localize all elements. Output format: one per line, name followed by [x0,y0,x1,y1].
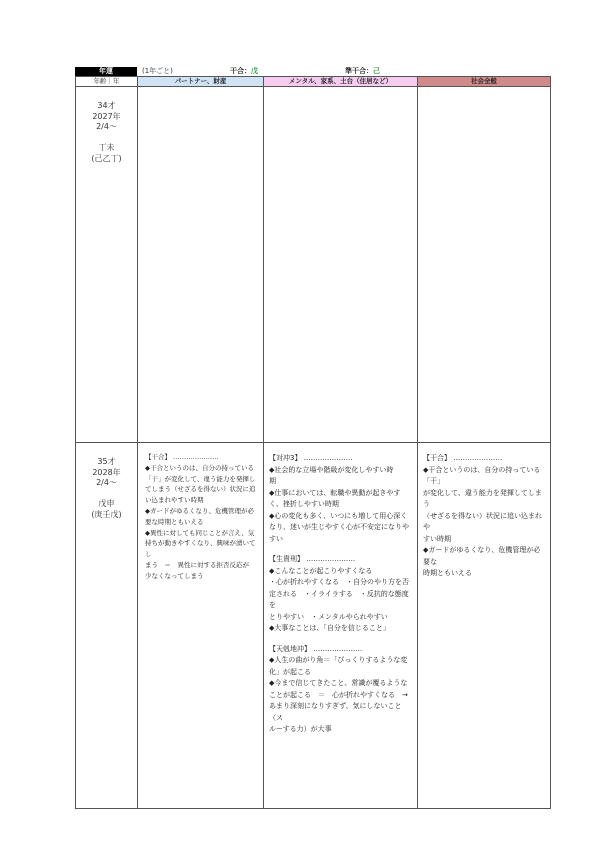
society-cell [418,87,551,443]
sheet-header [75,67,550,76]
col-partner: パートナー、財産 [138,77,264,87]
text-line: ◆今まで信じてきたこと、常識が覆るような [269,679,408,687]
text-line: 持ちが動きやすくなり、興味が湧いてし [145,539,256,559]
text-line: ◆社会的な立場や階級が変化しやすい時 [269,465,394,474]
kangou-label [230,67,258,76]
text-line: 【対冲3】 ………………… [269,454,353,462]
mental-block-tenkoku [269,644,412,736]
age: 35才 [97,457,116,466]
text-line: ◆人生の曲がり角＝「びっくりするような変 [269,656,408,664]
col-society: 社会全般 [418,77,551,87]
age: 34才 [97,101,116,110]
text-line: 【生貴刑】 ………………… [269,555,356,563]
text-line: 期 [269,477,276,485]
column-header-row [76,77,551,87]
text-line: てしまう（せざるを得ない）状況に追 [145,485,256,494]
text-line: なり、迷いが生じやすく心が不安定になりや [269,523,409,531]
col-age-year: 年齢｜年 [76,77,138,87]
kangou-label-text: 干合： [230,67,251,75]
text-line: あまり深刻になりすぎず、気にしないこと（ス [269,702,402,722]
text-line: が変化して、違う能力を発揮してしまう [423,488,542,508]
text-line: 時期ともいえる [423,569,472,577]
text-line: ◆こんなことが起こりやすくなる [269,566,373,575]
kangou-value: 戊 [251,67,258,75]
text-line: く、挫折しやすい時期 [269,500,339,508]
year: 2028年 [92,467,121,477]
text-line: ◆干合というのは、自分の持っている [145,463,254,472]
fortune-table [75,76,551,809]
unit-label: (1年ごと) [142,67,173,75]
start-date: 2/4～ [96,122,117,131]
jun-kangou-label-text: 準干合： [345,67,373,75]
mental-block-taichu [269,453,412,545]
col-mental: メンタル、家系、土台（住居など） [264,77,418,87]
text-line: （せざるを得ない）状況に追い込まれや [423,511,542,531]
text-line: 要な時期ともいえる [145,517,204,526]
start-date: 2/4～ [96,478,117,487]
year-cell [76,443,138,809]
text-line: ◆心の変化も多く、いつにも増して用心深く [269,511,408,520]
text-line: ◆異性に対しても同じことが言え、気 [145,528,255,537]
partner-cell [138,443,264,809]
text-line: 【干合】 ………………… [145,453,219,461]
text-line: ◆仕事においては、転職や異動が起きやす [269,488,401,497]
text-line: 定される ・イライラする ・反抗的な態度を [269,589,409,609]
year: 2027年 [92,111,121,121]
text-line: ことが起こる ＝ 心が折れやすくなる → [269,690,408,699]
text-line: ◆大事なことは、「自分を信じること」 [269,624,390,632]
text-line: ◆干合というのは、自分の持っている「干」 [423,465,541,485]
year-cell [76,87,138,443]
text-line: 「干」が変化して、違う能力を発揮し [145,474,256,483]
society-cell [418,443,551,809]
mental-text [264,443,417,736]
text-line: とりやすい ・メンタルやられやすい [269,612,388,621]
kanshi: 丁未 [98,143,115,152]
text-line: 【天剋地冲】 ………………… [269,644,363,653]
mental-cell [264,443,418,809]
text-line: 化」が起こる [269,667,311,676]
partner-text [138,443,263,582]
text-line: ◆ガードがゆるくなり、危機管理が必 [145,506,254,515]
text-line: 少なくなってしまう [145,571,204,580]
table-row [76,443,551,809]
fortune-sheet [75,67,550,809]
jun-kangou-value: 己 [373,67,380,75]
text-line: すい時期 [423,534,451,543]
text-line: ◆ガードがゆるくなり、危機管理が必要な [423,546,541,566]
text-line: ルーする力）が大事 [269,725,332,733]
text-line: すい [269,534,283,543]
society-text [418,443,550,580]
zokan: (庚壬戊) [91,509,122,519]
sheet-title: 年運 [75,67,137,76]
text-line: い込まれやすい時期 [145,496,204,505]
kanshi: 戊申 [98,499,115,508]
jun-kangou-label [345,67,380,76]
text-line: ・心が折れやすくなる ・自分のやり方を否 [269,578,409,586]
mental-block-seikikei [269,554,412,635]
table-row [76,87,551,443]
text-line: まう ＝ 異性に対する拒否反応が [145,560,249,569]
zokan: (己乙丁) [91,153,122,163]
text-line: 【干合】 ………………… [423,454,503,462]
partner-cell [138,87,264,443]
mental-cell [264,87,418,443]
